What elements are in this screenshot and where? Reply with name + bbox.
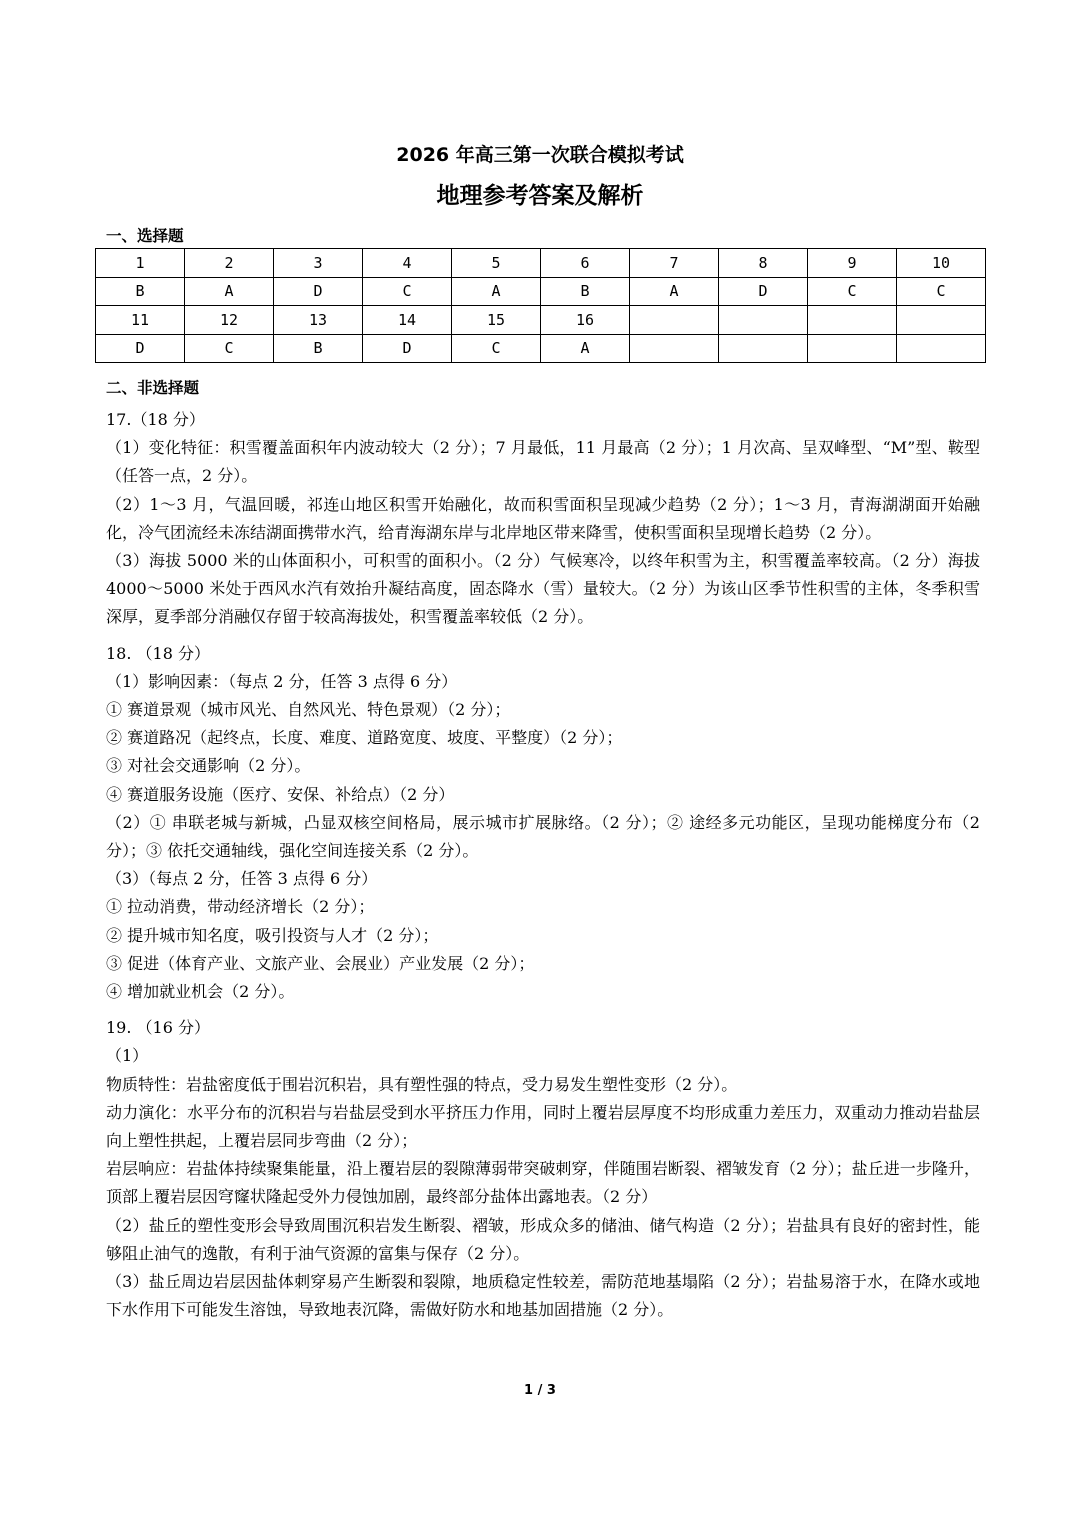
answer-paragraph: 动力演化：水平分布的沉积岩与岩盐层受到水平挤压力作用，同时上覆岩层厚度不均形成重力差压力，双重动力推动岩盐层向上塑性拱起，上覆岩层同步弯曲（2 分）；	[106, 1102, 980, 1151]
table-cell	[630, 334, 719, 363]
table-cell: C	[363, 277, 452, 306]
table-cell: C	[452, 334, 541, 363]
table-cell: A	[630, 277, 719, 306]
table-cell: A	[541, 334, 630, 363]
question-17-header: 17.（18 分）	[106, 410, 205, 429]
table-cell	[808, 334, 897, 363]
table-cell: D	[719, 277, 808, 306]
table-cell: 3	[274, 249, 363, 278]
answer-paragraph: ③ 促进（体育产业、文旅产业、会展业）产业发展（2 分）；	[106, 953, 535, 973]
answer-paragraph: （1）	[106, 1046, 149, 1066]
table-cell: 6	[541, 249, 630, 278]
answer-paragraph: ① 赛道景观（城市风光、自然风光、特色景观）（2 分）；	[106, 700, 511, 720]
table-row	[96, 334, 986, 363]
table-cell: A	[185, 277, 274, 306]
table-row	[96, 277, 986, 306]
table-cell: 16	[541, 306, 630, 335]
answer-paragraph: ④ 增加就业机会（2 分）。	[106, 982, 295, 1002]
table-cell	[897, 306, 986, 335]
question-19-header: 19. （16 分）	[106, 1018, 210, 1038]
table-cell: D	[274, 277, 363, 306]
table-cell: 14	[363, 306, 452, 335]
table-cell: 4	[363, 249, 452, 278]
table-row	[96, 306, 986, 335]
table-cell: 2	[185, 249, 274, 278]
answer-paragraph: ① 拉动消费，带动经济增长（2 分）；	[106, 897, 375, 917]
table-cell: B	[274, 334, 363, 363]
table-cell: 12	[185, 306, 274, 335]
table-cell	[897, 334, 986, 363]
section-heading-choice: 一、选择题	[106, 227, 184, 245]
table-cell: D	[96, 334, 185, 363]
answer-paragraph: ④ 赛道服务设施（医疗、安保、补给点）（2 分）	[106, 784, 455, 804]
table-cell	[719, 334, 808, 363]
page-number: 1 / 3	[524, 1383, 556, 1398]
question-18-header: 18. （18 分）	[106, 643, 210, 663]
table-cell: 8	[719, 249, 808, 278]
answer-paragraph: ③ 对社会交通影响（2 分）。	[106, 756, 311, 776]
answer-paragraph: 岩层响应：岩盐体持续聚集能量，沿上覆岩层的裂隙薄弱带突破刺穿，伴随围岩断裂、褶皱发育（2 分）；盐丘进一步隆升，顶部上覆岩层因穹窿状隆起受外力侵蚀加剧，最终部分盐体出露地表。（2 分）	[106, 1159, 980, 1207]
table-cell: 11	[96, 306, 185, 335]
table-row	[96, 249, 986, 278]
table-cell: 9	[808, 249, 897, 278]
answer-paragraph: ② 提升城市知名度，吸引投资与人才（2 分）；	[106, 925, 439, 945]
answer-paragraph: （3）（每点 2 分，任答 3 点得 6 分）	[106, 869, 378, 889]
table-cell: C	[897, 277, 986, 306]
table-cell: C	[185, 334, 274, 363]
section-heading-nonchoice: 二、非选择题	[106, 379, 200, 397]
answer-paragraph: （2）盐丘的塑性变形会导致周围沉积岩发生断裂、褶皱，形成众多的储油、储气构造（2 分）；岩盐具有良好的密封性，能够阻止油气的逸散，有利于油气资源的富集与保存（2 分）。	[106, 1215, 980, 1263]
answer-paragraph: 物质特性：岩盐密度低于围岩沉积岩，具有塑性强的特点，受力易发生塑性变形（2 分）。	[106, 1074, 738, 1094]
table-cell: B	[96, 277, 185, 306]
answer-table	[95, 248, 986, 363]
answer-paragraph: ② 赛道路况（起终点，长度、难度、道路宽度、坡度、平整度）（2 分）；	[106, 728, 623, 748]
table-cell: B	[541, 277, 630, 306]
table-cell: 13	[274, 306, 363, 335]
answer-paragraph: （1）影响因素：（每点 2 分，任答 3 点得 6 分）	[106, 671, 458, 691]
exam-subtitle: 地理参考答案及解析	[436, 183, 644, 209]
answer-paragraph: （2）1～3 月，气温回暖，祁连山地区积雪开始融化，故而积雪面积呈现减少趋势（2 分）；1～3 月，青海湖湖面开始融化，冷气团流经未冻结湖面携带水汽，给青海湖东岸与北岸地区带来降雪，使积雪面积呈现增长趋势（2 分）。	[106, 494, 980, 542]
answer-body	[106, 406, 980, 1325]
table-cell: 7	[630, 249, 719, 278]
table-cell: C	[808, 277, 897, 306]
exam-title: 2026 年高三第一次联合模拟考试	[396, 144, 684, 166]
table-cell: 10	[897, 249, 986, 278]
answer-paragraph: （3）盐丘周边岩层因盐体刺穿易产生断裂和裂隙，地质稳定性较差，需防范地基塌陷（2 分）；岩盐易溶于水，在降水或地下水作用下可能发生溶蚀，导致地表沉降，需做好防水和地基加固措施（2 分）。	[106, 1272, 980, 1320]
table-cell: A	[452, 277, 541, 306]
table-cell	[719, 306, 808, 335]
table-cell: 1	[96, 249, 185, 278]
table-cell	[808, 306, 897, 335]
table-cell: 15	[452, 306, 541, 335]
answer-paragraph: （3）海拔 5000 米的山体面积小，可积雪的面积小。（2 分）气候寒冷，以终年积雪为主，积雪覆盖率较高。（2 分）海拔 4000～5000 米处于西风水汽有效抬升凝结高度，固态降水（雪）量较大。（2 分）为该山区季节性积雪的主体，冬季积雪深厚，夏季部分消融仅存留于较高海拔处，积雪覆盖率较低（2 分）。	[106, 551, 980, 627]
answer-paragraph: （2）① 串联老城与新城，凸显双核空间格局，展示城市扩展脉络。（2 分）；② 途经多元功能区，呈现功能梯度分布（2 分）；③ 依托交通轴线，强化空间连接关系（2 分）。	[106, 812, 980, 861]
table-cell: D	[363, 334, 452, 363]
table-cell	[630, 306, 719, 335]
answer-paragraph: （1）变化特征：积雪覆盖面积年内波动较大（2 分）；7 月最低，11 月最高（2 分）；1 月次高、呈双峰型、“M”型、鞍型（任答一点，2 分）。	[106, 438, 980, 486]
table-cell: 5	[452, 249, 541, 278]
